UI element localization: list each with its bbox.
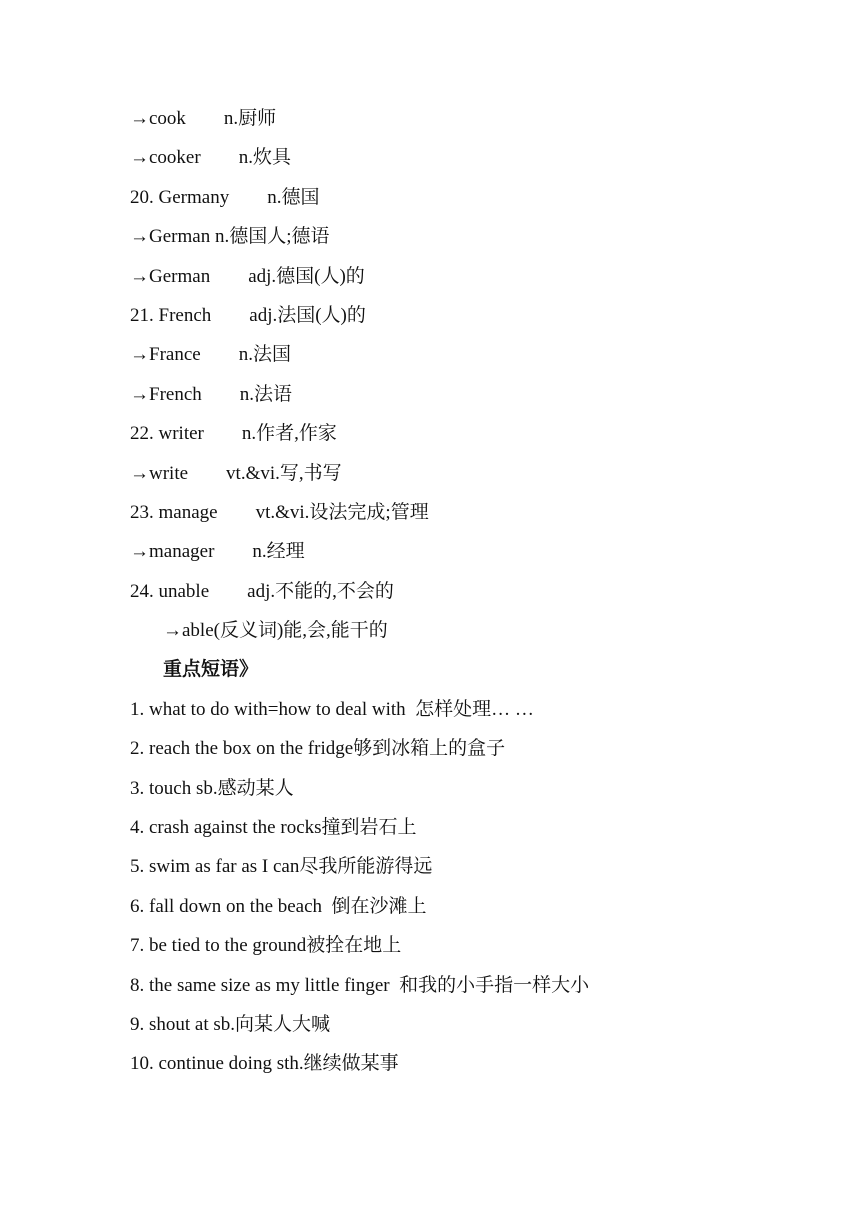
phrase-item-4: 4. crash against the rocks撞到岩石上 — [130, 817, 417, 839]
phrase-item-9: 9. shout at sb.向某人大喊 — [130, 1013, 331, 1035]
phrase-item-5: 5. swim as far as I can尽我所能游得远 — [130, 856, 433, 878]
vocab-entry-write: →write vt.&vi.写,书写 — [130, 462, 342, 484]
section-heading-key-phrases: 重点短语》 — [163, 659, 259, 681]
vocab-entry-french-adj: 21. French adj.法国(人)的 — [130, 304, 366, 326]
vocab-entry-german-adj: →German adj.德国(人)的 — [130, 265, 365, 287]
phrase-item-6: 6. fall down on the beach 倒在沙滩上 — [130, 895, 427, 917]
vocab-entry-able: →able(反义词)能,会,能干的 — [163, 620, 388, 642]
vocab-entry-french-noun: →French n.法语 — [130, 383, 293, 405]
vocab-entry-germany: 20. Germany n.德国 — [130, 186, 320, 208]
vocab-entry-unable: 24. unable adj.不能的,不会的 — [130, 580, 394, 602]
phrase-item-10: 10. continue doing sth.继续做某事 — [130, 1053, 399, 1075]
phrase-item-7: 7. be tied to the ground被拴在地上 — [130, 935, 402, 957]
vocab-entry-cooker: →cooker n.炊具 — [130, 147, 291, 169]
vocab-entry-german-noun: →German n.德国人;德语 — [130, 226, 330, 248]
phrase-item-8: 8. the same size as my little finger 和我的小手指一样大小 — [130, 974, 590, 996]
vocab-entry-writer: 22. writer n.作者,作家 — [130, 423, 337, 445]
vocab-entry-manager: →manager n.经理 — [130, 541, 305, 563]
vocabulary-list — [130, 99, 810, 1084]
vocab-entry-manage: 23. manage vt.&vi.设法完成;管理 — [130, 501, 429, 523]
phrase-item-3: 3. touch sb.感动某人 — [130, 777, 294, 799]
vocab-entry-cook: →cook n.厨师 — [130, 108, 277, 129]
phrase-item-1: 1. what to do with=how to deal with 怎样处理… … — [130, 698, 534, 720]
phrase-item-2: 2. reach the box on the fridge够到冰箱上的盒子 — [130, 738, 506, 760]
vocab-entry-france: →France n.法国 — [130, 344, 291, 366]
